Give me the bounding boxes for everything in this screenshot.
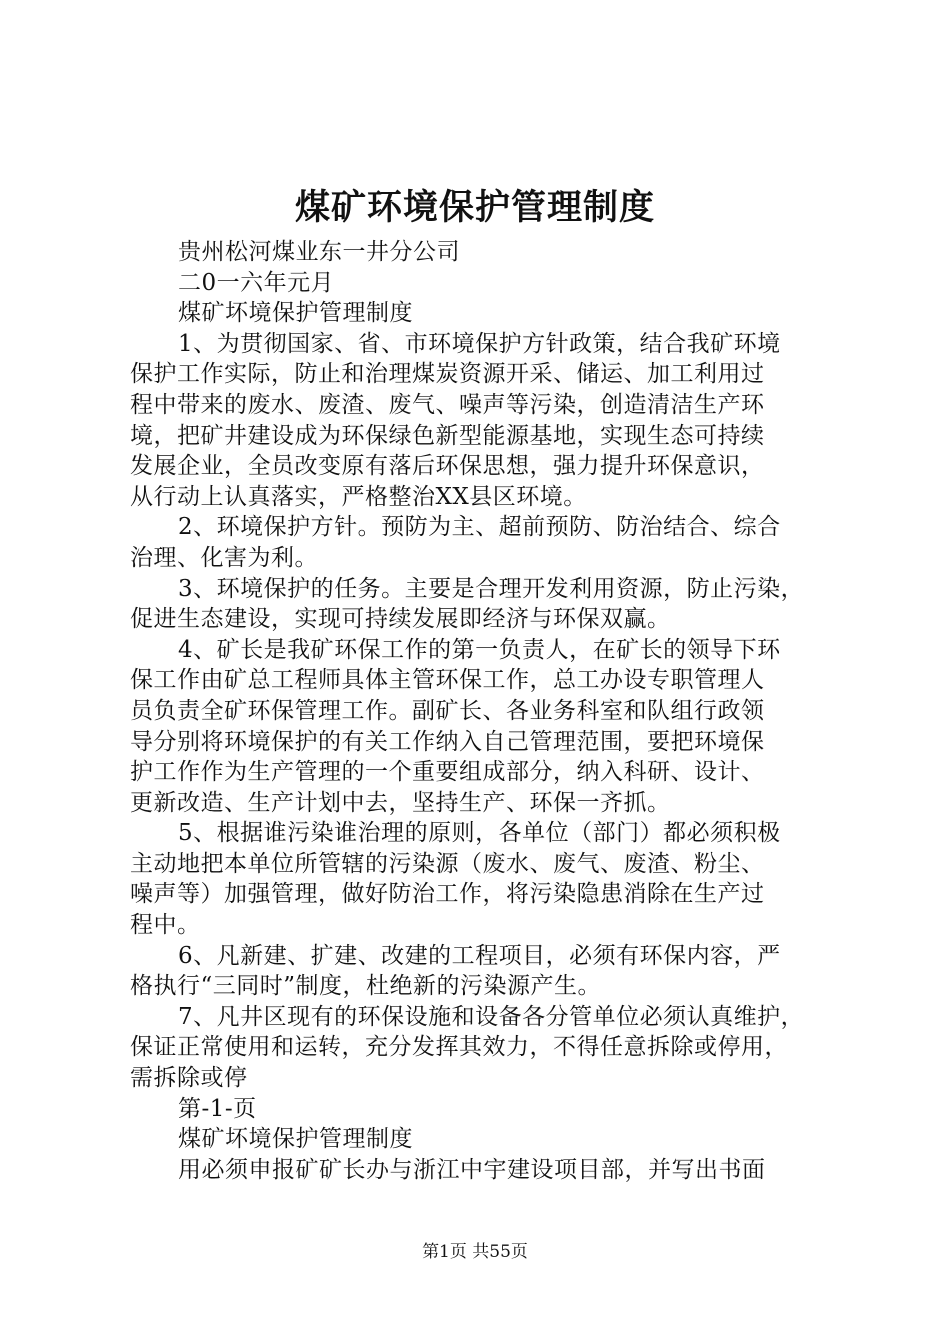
document-title: 煤矿环境保护管理制度 [294, 187, 655, 228]
text-line: 2、环境保护方针。预防为主、超前预防、防治结合、综合 [178, 514, 781, 541]
text-line: 需拆除或停 [130, 1065, 248, 1092]
text-line: 境，把矿井建设成为环保绿色新型能源基地，实现生态可持续 [130, 422, 765, 449]
text-line: 格执行“三同时”制度，杜绝新的污染源产生。 [130, 973, 602, 1000]
text-line: 发展企业，全员改变原有落后环保思想，强力提升环保意识， [130, 453, 765, 480]
text-line: 保证正常使用和运转，充分发挥其效力，不得任意拆除或停用， [130, 1034, 788, 1061]
text-line: 噪声等）加强管理，做好防治工作，将污染隐患消除在生产过 [130, 881, 765, 908]
document-body [130, 237, 842, 1185]
text-line: 3、环境保护的任务。主要是合理开发利用资源，防止污染， [178, 575, 805, 602]
text-line: 主动地把本单位所管辖的污染源（废水、废气、废渣、粉尘、 [130, 850, 765, 877]
text-line: 6、凡新建、扩建、改建的工程项目，必须有环保内容，严 [178, 942, 781, 969]
text-line: 治理、化害为利。 [130, 544, 318, 571]
text-line: 程中带来的废水、废渣、废气、噪声等污染，创造清洁生产环 [130, 391, 765, 418]
text-line: 煤矿坏境保护管理制度 [178, 300, 413, 327]
page-footer: 第1页 共55页 [422, 1242, 528, 1262]
text-line: 保护工作实际，防止和治理煤炭资源开采、储运、加工利用过 [130, 361, 765, 388]
text-line: 1、为贯彻国家、省、市环境保护方针政策，结合我矿环境 [178, 330, 781, 357]
text-line: 促进生态建设，实现可持续发展即经济与环保双赢。 [130, 606, 671, 633]
text-line: 5、根据谁污染谁治理的原则，各单位（部门）都必须积极 [178, 820, 781, 847]
text-line: 第-1-页 [178, 1095, 257, 1122]
text-line: 煤矿坏境保护管理制度 [178, 1126, 413, 1153]
text-line: 4、矿长是我矿环保工作的第一负责人，在矿长的领导下环 [178, 636, 781, 663]
text-line: 员负责全矿环保管理工作。副矿长、各业务科室和队组行政领 [130, 697, 765, 724]
text-line: 从行动上认真落实，严格整治XX县区环境。 [130, 483, 587, 510]
text-line: 贵州松河煤业东一井分公司 [178, 239, 460, 265]
text-line: 7、凡井区现有的环保设施和设备各分管单位必须认真维护， [178, 1003, 805, 1030]
text-line: 导分别将环境保护的有关工作纳入自己管理范围，要把环境保 [130, 728, 765, 755]
text-line: 用必须申报矿矿长办与浙江中宇建设项目部，并写出书面 [178, 1156, 766, 1183]
text-line: 更新改造、生产计划中去，坚持生产、环保一齐抓。 [130, 789, 671, 816]
text-line: 保工作由矿总工程师具体主管环保工作，总工办设专职管理人 [130, 667, 765, 694]
text-line: 二0一六年元月 [178, 269, 335, 296]
text-line: 程中。 [130, 912, 201, 939]
text-line: 护工作作为生产管理的一个重要组成部分，纳入科研、设计、 [130, 759, 765, 786]
